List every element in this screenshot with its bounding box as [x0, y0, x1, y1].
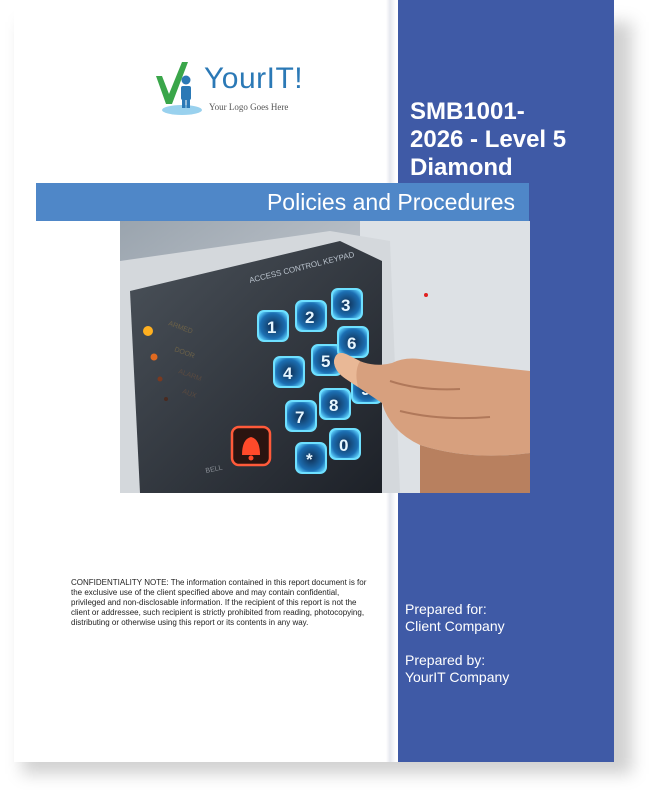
key-4: 4 [283, 364, 293, 383]
checkmark-person-icon [154, 58, 206, 118]
red-dot [424, 293, 428, 297]
document-title [410, 98, 610, 182]
key-0: 0 [339, 436, 349, 455]
prepared-for-block [405, 601, 505, 635]
indicator-alarm: ALARM [177, 368, 203, 384]
indicator-door: DOOR [173, 346, 196, 361]
key-1: 1 [267, 318, 277, 337]
section-banner: Policies and Procedures [36, 183, 529, 221]
keypad-heading: ACCESS CONTROL KEYPAD [248, 250, 356, 285]
key-6: 6 [347, 334, 357, 353]
title-line-3: Diamond [410, 154, 513, 181]
logo-brand-text: YourIT! [204, 62, 304, 95]
indicator-armed: ARMED [167, 320, 194, 336]
bell-label: BELL [204, 464, 224, 475]
key-star: * [306, 450, 313, 469]
key-2: 2 [305, 308, 315, 327]
prepared-by-value: YourIT Company [405, 669, 510, 685]
key-7: 7 [295, 408, 305, 427]
logo-tagline: Your Logo Goes Here [209, 102, 289, 112]
keypad-photo [120, 221, 530, 493]
key-5: 5 [321, 352, 331, 371]
prepared-for-label: Prepared for: [405, 601, 487, 617]
document-cover-page [14, 0, 614, 762]
confidentiality-note: CONFIDENTIALITY NOTE: The information contained in this report document is for the exclusive use of the client specified above and may contain confidential, privileged and non-disclosable information. If the recipient of this report is not the client or addressee, such recipient is strictly prohibited from reading, photocopying, distributing or otherwise using this report or its contents in any way. [71, 578, 367, 627]
title-line-1: SMB1001- [410, 98, 525, 125]
access-keypad-illustration [120, 221, 530, 493]
prepared-for-value: Client Company [405, 618, 505, 634]
prepared-by-label: Prepared by: [405, 652, 486, 668]
company-logo [154, 58, 324, 122]
title-line-2: 2026 - Level 5 [410, 126, 567, 153]
key-3: 3 [341, 296, 351, 315]
prepared-by-block [405, 652, 509, 686]
key-8: 8 [329, 396, 339, 415]
indicator-aux: AUX [181, 388, 198, 400]
